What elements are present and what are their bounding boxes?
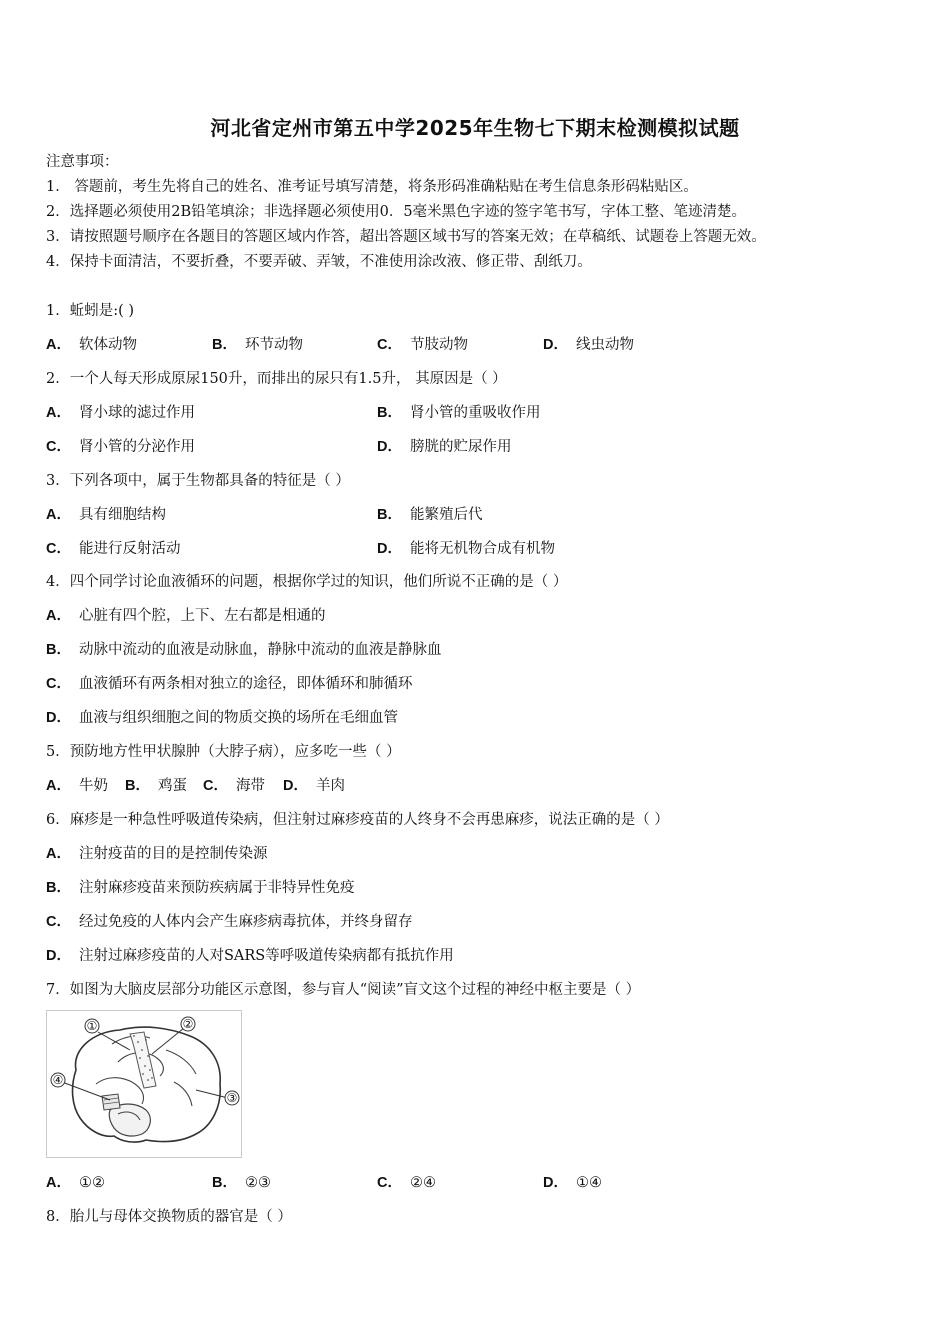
q7-option-a[interactable]: A． ①② <box>46 1175 105 1191</box>
q4-option-d[interactable]: D． 血液与组织细胞之间的物质交换的场所在毛细血管 <box>46 710 398 726</box>
q2-option-a[interactable]: A． 肾小球的滤过作用 <box>46 405 195 421</box>
marker-2: ② <box>182 1017 194 1031</box>
marker-4: ④ <box>52 1073 64 1087</box>
notice-item-2: 2．选择题必须使用2B铅笔填涂；非选择题必须使用0．5毫米黑色字迹的签字笔书写，字体工整、笔迹清楚。 <box>46 204 747 220</box>
q1-option-b[interactable]: B． 环节动物 <box>212 337 303 353</box>
q4-option-a[interactable]: A． 心脏有四个腔，上下、左右都是相通的 <box>46 608 326 624</box>
question-1-stem: 1．蚯蚓是:( ) <box>46 303 135 319</box>
question-5-stem: 5．预防地方性甲状腺肿（大脖子病），应多吃一些（ ） <box>46 744 401 760</box>
q3-option-c[interactable]: C． 能进行反射活动 <box>46 541 181 557</box>
exam-title: 河北省定州市第五中学2025年生物七下期末检测模拟试题 <box>210 116 740 140</box>
q6-option-a[interactable]: A． 注射疫苗的目的是控制传染源 <box>46 846 268 862</box>
q4-option-b[interactable]: B． 动脉中流动的血液是动脉血，静脉中流动的血液是静脉血 <box>46 642 442 658</box>
brain-cortex-diagram <box>46 1010 242 1158</box>
q3-option-b[interactable]: B． 能繁殖后代 <box>377 507 483 523</box>
q6-option-d[interactable]: D． 注射过麻疹疫苗的人对SARS等呼吸道传染病都有抵抗作用 <box>46 948 454 964</box>
q6-option-c[interactable]: C． 经过免疫的人体内会产生麻疹病毒抗体，并终身留存 <box>46 914 413 930</box>
question-8-stem: 8．胎儿与母体交换物质的器官是（ ） <box>46 1209 292 1225</box>
q2-option-c[interactable]: C． 肾小管的分泌作用 <box>46 439 195 455</box>
q4-option-c[interactable]: C． 血液循环有两条相对独立的途径，即体循环和肺循环 <box>46 676 413 692</box>
notice-item-3: 3．请按照题号顺序在各题目的答题区域内作答，超出答题区域书写的答案无效；在草稿纸、试题卷上答题无效。 <box>46 229 766 245</box>
question-7-stem: 7．如图为大脑皮层部分功能区示意图，参与盲人“阅读”盲文这个过程的神经中枢主要是（ ） <box>46 982 641 998</box>
q7-option-c[interactable]: C． ②④ <box>377 1175 436 1191</box>
marker-3: ③ <box>226 1091 238 1105</box>
question-2-stem: 2．一个人每天形成原尿150升，而排出的尿只有1.5升， 其原因是（ ） <box>46 371 507 387</box>
q5-option-c[interactable]: C． 海带 <box>203 778 265 794</box>
q1-option-c[interactable]: C． 节肢动物 <box>377 337 468 353</box>
notice-item-1: 1． 答题前，考生先将自己的姓名、准考证号填写清楚，将条形码准确粘贴在考生信息条形码粘贴区。 <box>46 179 698 195</box>
notice-item-4: 4．保持卡面清洁，不要折叠，不要弄破、弄皱，不准使用涂改液、修正带、刮纸刀。 <box>46 254 592 270</box>
q2-option-b[interactable]: B． 肾小管的重吸收作用 <box>377 405 541 421</box>
question-6-stem: 6．麻疹是一种急性呼吸道传染病，但注射过麻疹疫苗的人终身不会再患麻疹，说法正确的是（ ） <box>46 812 669 828</box>
q3-option-d[interactable]: D． 能将无机物合成有机物 <box>377 541 555 557</box>
q6-option-b[interactable]: B． 注射麻疹疫苗来预防疾病属于非特异性免疫 <box>46 880 355 896</box>
marker-1: ① <box>86 1019 98 1033</box>
question-3-stem: 3．下列各项中，属于生物都具备的特征是（ ） <box>46 473 350 489</box>
q1-option-a[interactable]: A． 软体动物 <box>46 337 137 353</box>
q5-option-a[interactable]: A． 牛奶 <box>46 778 108 794</box>
q5-option-b[interactable]: B． 鸡蛋 <box>125 778 187 794</box>
q7-option-d[interactable]: D． ①④ <box>543 1175 602 1191</box>
q5-option-d[interactable]: D． 羊肉 <box>283 778 345 794</box>
notice-heading: 注意事项： <box>46 154 119 170</box>
q1-option-d[interactable]: D． 线虫动物 <box>543 337 634 353</box>
q2-option-d[interactable]: D． 膀胱的贮尿作用 <box>377 439 512 455</box>
q7-option-b[interactable]: B． ②③ <box>212 1175 271 1191</box>
q3-option-a[interactable]: A． 具有细胞结构 <box>46 507 166 523</box>
question-4-stem: 4．四个同学讨论血液循环的问题，根据你学过的知识，他们所说不正确的是（ ） <box>46 574 568 590</box>
